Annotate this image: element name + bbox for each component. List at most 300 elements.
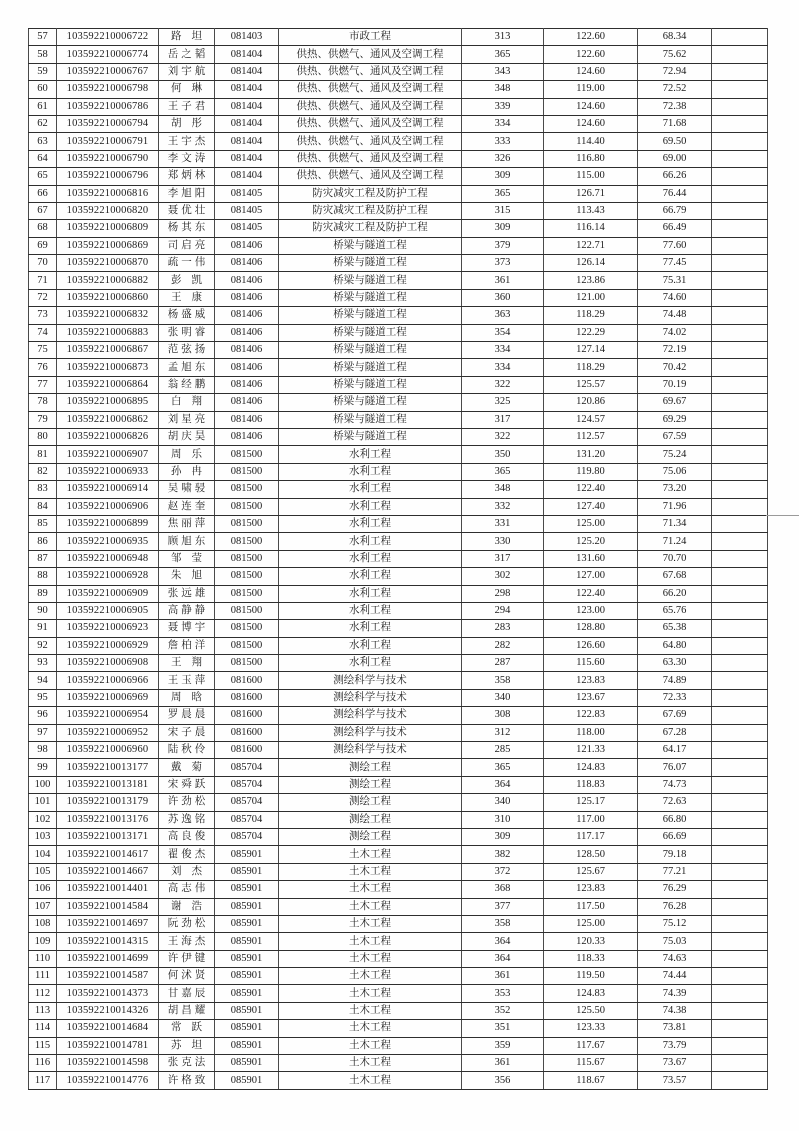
cell-name: 宋子晨: [159, 724, 215, 741]
cell-row-number: 83: [29, 481, 57, 498]
cell-major-code: 081500: [215, 463, 279, 480]
cell-total-score: 70.70: [638, 550, 712, 567]
cell-candidate-id: 103592210006899: [57, 515, 159, 532]
cell-name: 胡昌耀: [159, 1002, 215, 1019]
cell-candidate-id: 103592210014684: [57, 1020, 159, 1037]
cell-candidate-id: 103592210006870: [57, 255, 159, 272]
cell-retest-score: 124.83: [544, 985, 638, 1002]
cell-row-number: 68: [29, 220, 57, 237]
cell-row-number: 59: [29, 63, 57, 80]
cell-major-code: 081600: [215, 672, 279, 689]
cell-major-name: 测绘科学与技术: [279, 724, 462, 741]
cell-name: 朱旭: [159, 568, 215, 585]
cell-total-score: 74.38: [638, 1002, 712, 1019]
cell-empty: [712, 794, 768, 811]
cell-initial-score: 365: [462, 463, 544, 480]
cell-total-score: 72.94: [638, 63, 712, 80]
cell-empty: [712, 133, 768, 150]
cell-empty: [712, 255, 768, 272]
cell-row-number: 114: [29, 1020, 57, 1037]
cell-row-number: 81: [29, 446, 57, 463]
cell-major-name: 土木工程: [279, 863, 462, 880]
cell-total-score: 74.89: [638, 672, 712, 689]
cell-candidate-id: 103592210013176: [57, 811, 159, 828]
cell-empty: [712, 168, 768, 185]
cell-major-name: 供热、供燃气、通风及空调工程: [279, 46, 462, 63]
cell-row-number: 65: [29, 168, 57, 185]
cell-empty: [712, 289, 768, 306]
cell-retest-score: 117.67: [544, 1037, 638, 1054]
table-row: [29, 307, 768, 324]
cell-name: 疏一伟: [159, 255, 215, 272]
cell-candidate-id: 103592210006873: [57, 359, 159, 376]
cell-total-score: 66.20: [638, 585, 712, 602]
cell-total-score: 73.79: [638, 1037, 712, 1054]
cell-empty: [712, 150, 768, 167]
cell-major-code: 081404: [215, 81, 279, 98]
cell-name: 聂优壮: [159, 202, 215, 219]
cell-retest-score: 117.17: [544, 828, 638, 845]
cell-candidate-id: 103592210006929: [57, 637, 159, 654]
cell-empty: [712, 46, 768, 63]
cell-name: 赵连奎: [159, 498, 215, 515]
cell-row-number: 67: [29, 202, 57, 219]
cell-initial-score: 358: [462, 672, 544, 689]
cell-empty: [712, 202, 768, 219]
cell-initial-score: 377: [462, 898, 544, 915]
cell-row-number: 109: [29, 933, 57, 950]
cell-name: 王翔: [159, 655, 215, 672]
cell-row-number: 111: [29, 968, 57, 985]
cell-initial-score: 298: [462, 585, 544, 602]
table-row: [29, 133, 768, 150]
table-row: [29, 915, 768, 932]
cell-empty: [712, 568, 768, 585]
cell-name: 孟旭东: [159, 359, 215, 376]
cell-candidate-id: 103592210014617: [57, 846, 159, 863]
table-row: [29, 602, 768, 619]
cell-major-code: 081404: [215, 150, 279, 167]
table-row: [29, 1020, 768, 1037]
cell-name: 周乐: [159, 446, 215, 463]
table-row: [29, 342, 768, 359]
table-row: [29, 481, 768, 498]
cell-major-code: 081404: [215, 168, 279, 185]
cell-name: 胡彤: [159, 115, 215, 132]
cell-empty: [712, 515, 768, 532]
cell-major-code: 081404: [215, 115, 279, 132]
cell-name: 谢浩: [159, 898, 215, 915]
cell-total-score: 73.67: [638, 1055, 712, 1072]
cell-major-name: 土木工程: [279, 1055, 462, 1072]
table-row: [29, 498, 768, 515]
cell-candidate-id: 103592210006774: [57, 46, 159, 63]
cell-name: 何琳: [159, 81, 215, 98]
cell-row-number: 86: [29, 533, 57, 550]
cell-initial-score: 322: [462, 376, 544, 393]
cell-name: 王海杰: [159, 933, 215, 950]
cell-empty: [712, 707, 768, 724]
cell-candidate-id: 103592210006954: [57, 707, 159, 724]
score-table-body: [29, 29, 768, 1090]
cell-row-number: 92: [29, 637, 57, 654]
table-row: [29, 1037, 768, 1054]
table-row: [29, 168, 768, 185]
cell-empty: [712, 533, 768, 550]
cell-retest-score: 125.00: [544, 515, 638, 532]
cell-major-code: 081404: [215, 46, 279, 63]
cell-initial-score: 360: [462, 289, 544, 306]
cell-total-score: 75.62: [638, 46, 712, 63]
cell-total-score: 74.63: [638, 950, 712, 967]
cell-total-score: 72.52: [638, 81, 712, 98]
table-row: [29, 707, 768, 724]
cell-name: 刘星亮: [159, 411, 215, 428]
cell-major-name: 水利工程: [279, 533, 462, 550]
cell-major-code: 081406: [215, 289, 279, 306]
cell-major-code: 081500: [215, 655, 279, 672]
cell-total-score: 74.60: [638, 289, 712, 306]
cell-empty: [712, 811, 768, 828]
cell-empty: [712, 620, 768, 637]
cell-major-name: 桥梁与隧道工程: [279, 376, 462, 393]
cell-name: 苏坦: [159, 1037, 215, 1054]
cell-empty: [712, 342, 768, 359]
cell-total-score: 66.26: [638, 168, 712, 185]
cell-initial-score: 334: [462, 342, 544, 359]
cell-empty: [712, 1055, 768, 1072]
cell-name: 范弦扬: [159, 342, 215, 359]
cell-empty: [712, 724, 768, 741]
cell-row-number: 103: [29, 828, 57, 845]
cell-row-number: 66: [29, 185, 57, 202]
cell-initial-score: 333: [462, 133, 544, 150]
cell-major-code: 081406: [215, 428, 279, 445]
cell-name: 王子君: [159, 98, 215, 115]
cell-major-name: 测绘工程: [279, 828, 462, 845]
cell-total-score: 74.39: [638, 985, 712, 1002]
cell-total-score: 72.19: [638, 342, 712, 359]
cell-initial-score: 358: [462, 915, 544, 932]
cell-initial-score: 309: [462, 168, 544, 185]
cell-candidate-id: 103592210014315: [57, 933, 159, 950]
cell-retest-score: 115.00: [544, 168, 638, 185]
table-row: [29, 46, 768, 63]
table-row: [29, 568, 768, 585]
cell-retest-score: 115.60: [544, 655, 638, 672]
cell-major-code: 085901: [215, 846, 279, 863]
cell-empty: [712, 846, 768, 863]
cell-empty: [712, 63, 768, 80]
table-row: [29, 237, 768, 254]
cell-major-name: 供热、供燃气、通风及空调工程: [279, 150, 462, 167]
cell-empty: [712, 776, 768, 793]
cell-initial-score: 373: [462, 255, 544, 272]
cell-major-name: 桥梁与隧道工程: [279, 359, 462, 376]
table-row: [29, 759, 768, 776]
cell-total-score: 65.38: [638, 620, 712, 637]
cell-name: 李旭阳: [159, 185, 215, 202]
cell-empty: [712, 898, 768, 915]
cell-row-number: 117: [29, 1072, 57, 1089]
table-row: [29, 950, 768, 967]
cell-row-number: 85: [29, 515, 57, 532]
cell-major-code: 085704: [215, 811, 279, 828]
cell-total-score: 75.24: [638, 446, 712, 463]
cell-name: 许格致: [159, 1072, 215, 1089]
cell-major-code: 085901: [215, 1037, 279, 1054]
cell-major-code: 081406: [215, 394, 279, 411]
cell-empty: [712, 272, 768, 289]
cell-retest-score: 122.60: [544, 29, 638, 46]
cell-initial-score: 294: [462, 602, 544, 619]
cell-candidate-id: 103592210014781: [57, 1037, 159, 1054]
cell-empty: [712, 968, 768, 985]
table-row: [29, 655, 768, 672]
cell-row-number: 97: [29, 724, 57, 741]
table-row: [29, 689, 768, 706]
cell-major-code: 081403: [215, 29, 279, 46]
cell-major-name: 测绘科学与技术: [279, 742, 462, 759]
cell-candidate-id: 103592210006906: [57, 498, 159, 515]
cell-initial-score: 340: [462, 794, 544, 811]
cell-candidate-id: 103592210014587: [57, 968, 159, 985]
cell-major-code: 081406: [215, 376, 279, 393]
cell-candidate-id: 103592210006767: [57, 63, 159, 80]
cell-major-code: 081500: [215, 602, 279, 619]
cell-retest-score: 127.14: [544, 342, 638, 359]
cell-initial-score: 352: [462, 1002, 544, 1019]
cell-major-code: 081406: [215, 324, 279, 341]
cell-candidate-id: 103592210013177: [57, 759, 159, 776]
cell-major-code: 081600: [215, 742, 279, 759]
cell-retest-score: 118.29: [544, 359, 638, 376]
cell-name: 刘杰: [159, 863, 215, 880]
cell-total-score: 64.17: [638, 742, 712, 759]
table-row: [29, 289, 768, 306]
cell-total-score: 71.68: [638, 115, 712, 132]
cell-major-code: 085901: [215, 1072, 279, 1089]
cell-retest-score: 131.20: [544, 446, 638, 463]
cell-empty: [712, 237, 768, 254]
cell-total-score: 70.19: [638, 376, 712, 393]
cell-empty: [712, 428, 768, 445]
cell-name: 张克法: [159, 1055, 215, 1072]
cell-major-name: 桥梁与隧道工程: [279, 324, 462, 341]
cell-name: 杨其东: [159, 220, 215, 237]
cell-row-number: 95: [29, 689, 57, 706]
table-row: [29, 776, 768, 793]
cell-retest-score: 125.67: [544, 863, 638, 880]
cell-name: 吴啸骎: [159, 481, 215, 498]
cell-total-score: 71.96: [638, 498, 712, 515]
cell-candidate-id: 103592210014697: [57, 915, 159, 932]
cell-row-number: 105: [29, 863, 57, 880]
cell-major-code: 085901: [215, 863, 279, 880]
cell-empty: [712, 863, 768, 880]
cell-name: 司启亮: [159, 237, 215, 254]
cell-major-name: 测绘科学与技术: [279, 672, 462, 689]
cell-initial-score: 343: [462, 63, 544, 80]
cell-major-code: 081600: [215, 707, 279, 724]
cell-row-number: 88: [29, 568, 57, 585]
cell-retest-score: 122.60: [544, 46, 638, 63]
cell-major-name: 土木工程: [279, 1037, 462, 1054]
table-row: [29, 446, 768, 463]
cell-retest-score: 123.86: [544, 272, 638, 289]
cell-retest-score: 112.57: [544, 428, 638, 445]
cell-candidate-id: 103592210013179: [57, 794, 159, 811]
table-row: [29, 828, 768, 845]
table-row: [29, 794, 768, 811]
cell-row-number: 89: [29, 585, 57, 602]
cell-major-name: 桥梁与隧道工程: [279, 307, 462, 324]
cell-candidate-id: 103592210006860: [57, 289, 159, 306]
cell-empty: [712, 828, 768, 845]
table-row: [29, 394, 768, 411]
admission-score-table: [28, 28, 768, 1090]
cell-empty: [712, 481, 768, 498]
table-row: [29, 63, 768, 80]
cell-major-name: 土木工程: [279, 985, 462, 1002]
cell-total-score: 72.38: [638, 98, 712, 115]
cell-row-number: 57: [29, 29, 57, 46]
cell-major-code: 081500: [215, 498, 279, 515]
cell-row-number: 74: [29, 324, 57, 341]
cell-major-name: 供热、供燃气、通风及空调工程: [279, 133, 462, 150]
cell-total-score: 77.60: [638, 237, 712, 254]
cell-candidate-id: 103592210006923: [57, 620, 159, 637]
table-row: [29, 620, 768, 637]
cell-candidate-id: 103592210006796: [57, 168, 159, 185]
cell-retest-score: 120.86: [544, 394, 638, 411]
cell-total-score: 66.80: [638, 811, 712, 828]
cell-initial-score: 350: [462, 446, 544, 463]
cell-major-code: 081406: [215, 237, 279, 254]
cell-major-code: 081406: [215, 411, 279, 428]
cell-row-number: 63: [29, 133, 57, 150]
cell-name: 翟俊杰: [159, 846, 215, 863]
cell-major-name: 桥梁与隧道工程: [279, 272, 462, 289]
cell-candidate-id: 103592210006816: [57, 185, 159, 202]
cell-total-score: 67.59: [638, 428, 712, 445]
cell-major-name: 土木工程: [279, 915, 462, 932]
cell-major-name: 防灾减灾工程及防护工程: [279, 202, 462, 219]
cell-initial-score: 310: [462, 811, 544, 828]
cell-initial-score: 364: [462, 776, 544, 793]
table-row: [29, 29, 768, 46]
cell-retest-score: 123.00: [544, 602, 638, 619]
table-row: [29, 463, 768, 480]
cell-name: 高静静: [159, 602, 215, 619]
cell-candidate-id: 103592210006798: [57, 81, 159, 98]
cell-major-code: 081500: [215, 481, 279, 498]
cell-name: 白翔: [159, 394, 215, 411]
cell-candidate-id: 103592210014667: [57, 863, 159, 880]
cell-empty: [712, 742, 768, 759]
cell-retest-score: 117.50: [544, 898, 638, 915]
cell-name: 邹莹: [159, 550, 215, 567]
cell-candidate-id: 103592210006867: [57, 342, 159, 359]
cell-empty: [712, 498, 768, 515]
cell-candidate-id: 103592210006914: [57, 481, 159, 498]
cell-major-name: 水利工程: [279, 620, 462, 637]
cell-major-code: 085704: [215, 759, 279, 776]
cell-name: 苏逸铭: [159, 811, 215, 828]
table-row: [29, 881, 768, 898]
cell-empty: [712, 1037, 768, 1054]
cell-total-score: 67.28: [638, 724, 712, 741]
cell-row-number: 82: [29, 463, 57, 480]
cell-total-score: 71.34: [638, 515, 712, 532]
cell-candidate-id: 103592210006809: [57, 220, 159, 237]
cell-row-number: 69: [29, 237, 57, 254]
cell-total-score: 75.03: [638, 933, 712, 950]
cell-major-name: 测绘工程: [279, 811, 462, 828]
cell-retest-score: 128.50: [544, 846, 638, 863]
cell-major-name: 防灾减灾工程及防护工程: [279, 185, 462, 202]
cell-major-code: 081405: [215, 220, 279, 237]
cell-retest-score: 119.00: [544, 81, 638, 98]
cell-retest-score: 122.40: [544, 481, 638, 498]
cell-candidate-id: 103592210006786: [57, 98, 159, 115]
cell-initial-score: 334: [462, 359, 544, 376]
table-row: [29, 985, 768, 1002]
cell-row-number: 115: [29, 1037, 57, 1054]
cell-row-number: 77: [29, 376, 57, 393]
cell-major-name: 桥梁与隧道工程: [279, 255, 462, 272]
cell-row-number: 64: [29, 150, 57, 167]
cell-candidate-id: 103592210014699: [57, 950, 159, 967]
cell-major-name: 水利工程: [279, 585, 462, 602]
cell-retest-score: 125.20: [544, 533, 638, 550]
cell-major-name: 防灾减灾工程及防护工程: [279, 220, 462, 237]
cell-total-score: 76.29: [638, 881, 712, 898]
cell-major-name: 水利工程: [279, 655, 462, 672]
cell-major-name: 测绘工程: [279, 794, 462, 811]
cell-empty: [712, 411, 768, 428]
cell-candidate-id: 103592210006933: [57, 463, 159, 480]
table-row: [29, 898, 768, 915]
cell-row-number: 104: [29, 846, 57, 863]
cell-candidate-id: 103592210006883: [57, 324, 159, 341]
cell-initial-score: 287: [462, 655, 544, 672]
cell-retest-score: 123.83: [544, 881, 638, 898]
cell-initial-score: 283: [462, 620, 544, 637]
table-row: [29, 1072, 768, 1089]
cell-empty: [712, 394, 768, 411]
cell-major-name: 水利工程: [279, 515, 462, 532]
cell-major-code: 081600: [215, 724, 279, 741]
table-row: [29, 150, 768, 167]
cell-name: 聂博宇: [159, 620, 215, 637]
cell-major-name: 土木工程: [279, 950, 462, 967]
cell-row-number: 108: [29, 915, 57, 932]
cell-retest-score: 120.33: [544, 933, 638, 950]
cell-total-score: 63.30: [638, 655, 712, 672]
cell-major-code: 081406: [215, 255, 279, 272]
cell-candidate-id: 103592210014584: [57, 898, 159, 915]
cell-candidate-id: 103592210006905: [57, 602, 159, 619]
cell-major-name: 供热、供燃气、通风及空调工程: [279, 81, 462, 98]
cell-major-name: 土木工程: [279, 898, 462, 915]
cell-empty: [712, 915, 768, 932]
table-row: [29, 968, 768, 985]
cell-total-score: 79.18: [638, 846, 712, 863]
cell-candidate-id: 103592210006908: [57, 655, 159, 672]
cell-retest-score: 124.83: [544, 759, 638, 776]
cell-row-number: 99: [29, 759, 57, 776]
